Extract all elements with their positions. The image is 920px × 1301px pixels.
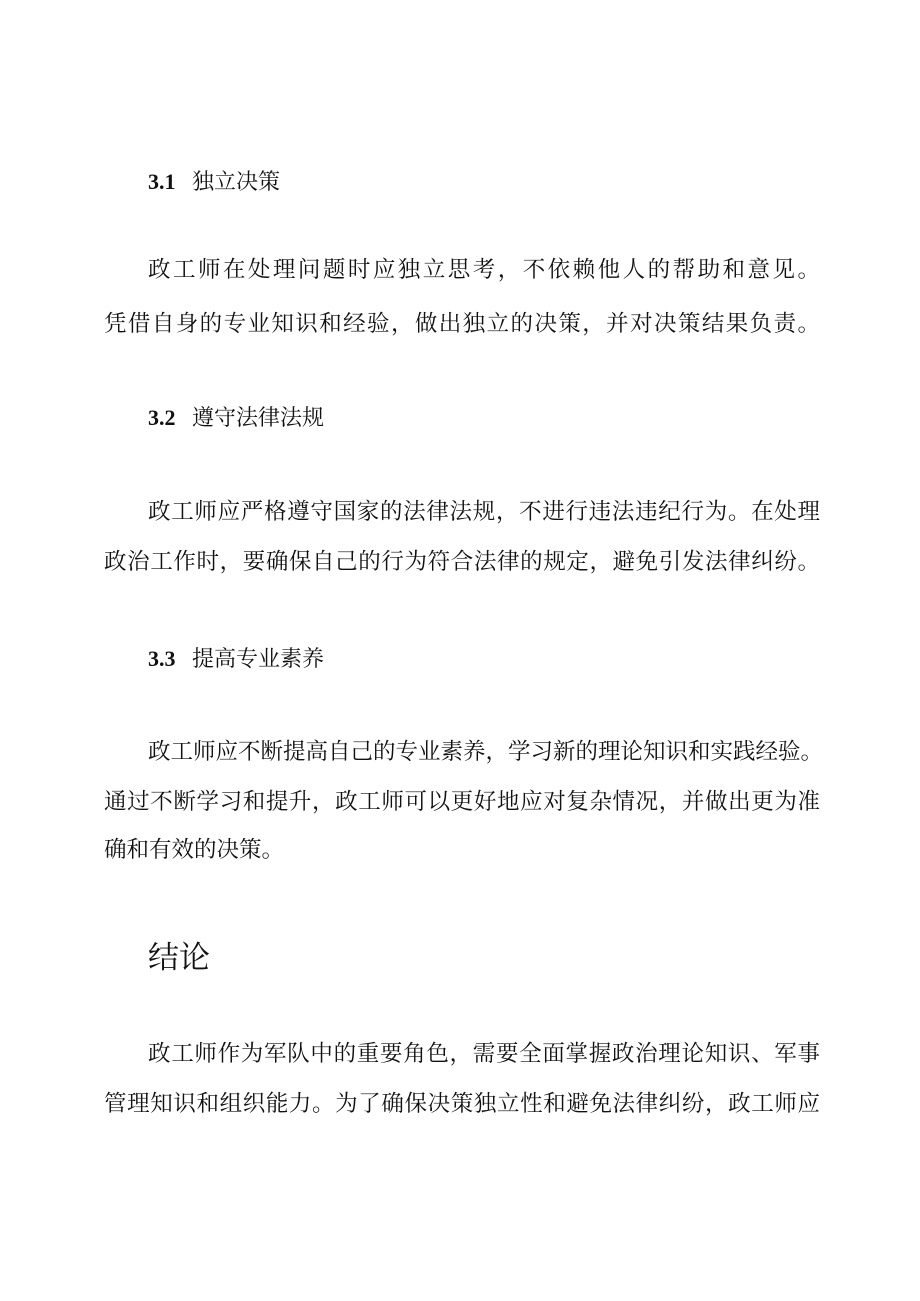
paragraph-line: 管理知识和组织能力。为了确保决策独立性和避免法律纠纷，政工师应 [104, 1091, 820, 1117]
paragraph-line: 政工师在处理问题时应独立思考，不依赖他人的帮助和意见。 [148, 257, 820, 283]
paragraph-line: 政工师作为军队中的重要角色，需要全面掌握政治理论知识、军事 [148, 1041, 820, 1067]
conclusion-heading: 结论 [148, 940, 210, 976]
section-number: 3.3 [148, 646, 176, 671]
paragraph-line: 凭借自身的专业知识和经验，做出独立的决策，并对决策结果负责。 [104, 311, 820, 337]
section-number: 3.2 [148, 405, 176, 430]
section-title: 独立决策 [192, 170, 281, 195]
paragraph-line: 政工师应严格遵守国家的法律法规，不进行违法违纪行为。在处理 [148, 499, 820, 525]
paragraph-line: 政治工作时，要确保自己的行为符合法律的规定，避免引发法律纠纷。 [104, 549, 820, 575]
section-title: 提高专业素养 [192, 647, 325, 672]
section-number: 3.1 [148, 169, 176, 194]
paragraph-line: 通过不断学习和提升，政工师可以更好地应对复杂情况，并做出更为准 [104, 789, 820, 815]
section-heading-3-2 [148, 403, 324, 433]
section-heading-3-1 [148, 167, 280, 197]
paragraph-line: 确和有效的决策。 [104, 837, 285, 863]
section-heading-3-3 [148, 644, 324, 674]
paragraph-line: 政工师应不断提高自己的专业素养，学习新的理论知识和实践经验。 [148, 739, 824, 765]
section-title: 遵守法律法规 [192, 406, 325, 431]
